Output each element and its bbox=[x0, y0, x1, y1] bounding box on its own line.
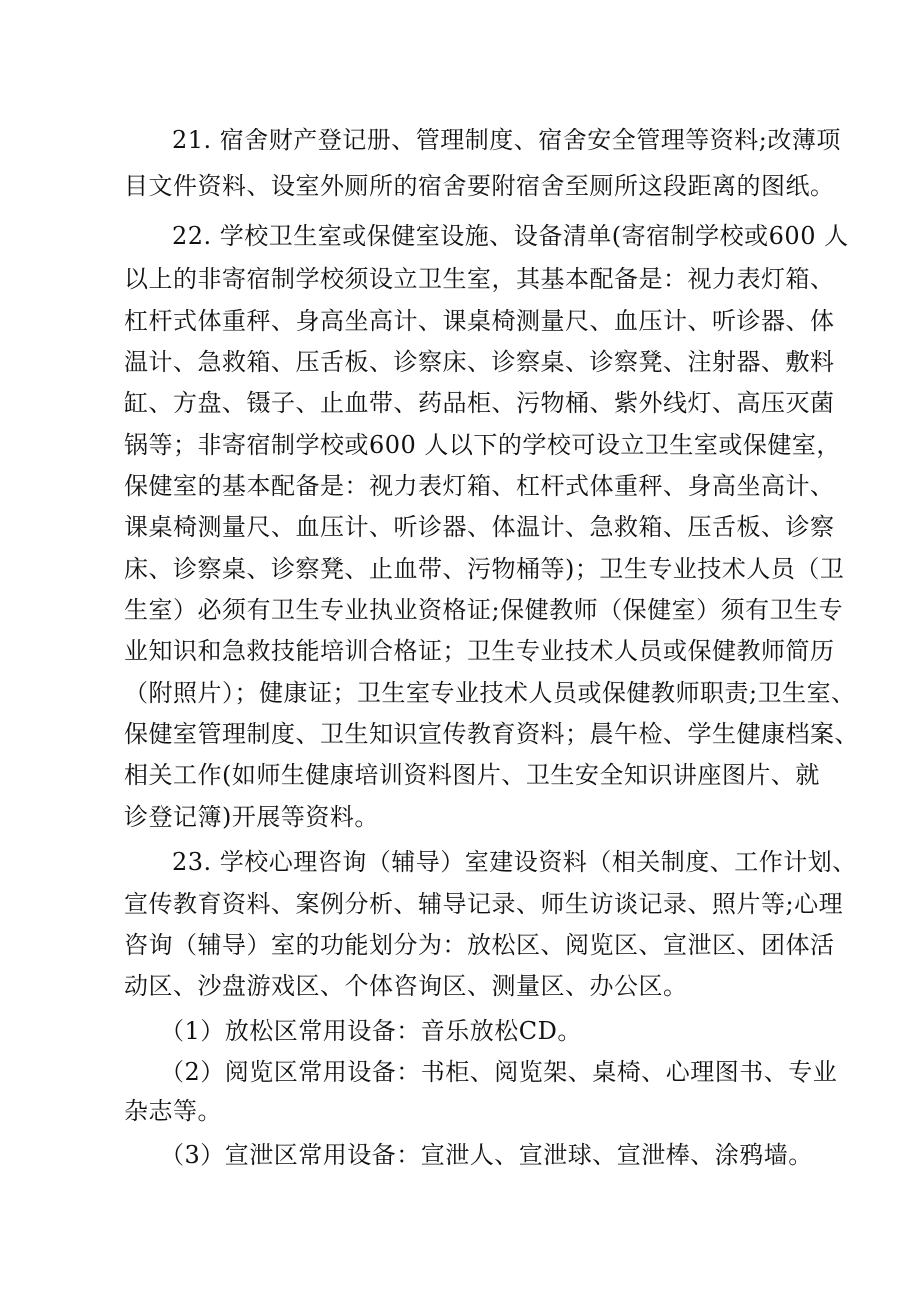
item-22-line-4: 温计、急救箱、压舌板、诊察床、诊察桌、诊察凳、注射器、敷料 bbox=[124, 348, 835, 376]
item-22-line-2: 以上的非寄宿制学校须设立卫生室，其基本配备是：视力表灯箱、 bbox=[124, 265, 835, 293]
item-23-line-2: 宣传教育资料、案例分析、辅导记录、师生访谈记录、照片等;心理 bbox=[124, 890, 844, 918]
item-22-line-6: 锅等；非寄宿制学校或600 人以下的学校可设立卫生室或保健室， bbox=[124, 431, 841, 459]
item-23-line-4: 动区、沙盘游戏区、个体咨询区、测量区、办公区。 bbox=[124, 972, 688, 1000]
item-22-line-10: 生室）必须有卫生专业执业资格证;保健教师（保健室）须有卫生专 bbox=[124, 596, 844, 624]
item-23-line-1: 23. 学校心理咨询（辅导）室建设资料（相关制度、工作计划、 bbox=[172, 848, 857, 876]
item-22-line-7: 保健室的基本配备是：视力表灯箱、杠杆式体重秤、身高坐高计、 bbox=[124, 472, 835, 500]
item-22-line-8: 课桌椅测量尺、血压计、听诊器、体温计、急救箱、压舌板、诊察 bbox=[124, 513, 835, 541]
item-23-3-line-1: （3）宣泄区常用设备：宣泄人、宣泄球、宣泄棒、涂鸦墙。 bbox=[160, 1141, 813, 1169]
item-21-line-2: 目文件资料、设室外厕所的宿舍要附宿舍至厕所这段距离的图纸。 bbox=[124, 172, 835, 200]
item-23-line-3: 咨询（辅导）室的功能划分为：放松区、阅览区、宣泄区、团体活 bbox=[124, 931, 835, 959]
item-22-line-12: （附照片）；健康证；卫生室专业技术人员或保健教师职责;卫生室、 bbox=[124, 679, 856, 707]
item-22-line-1: 22. 学校卫生室或保健室设施、设备清单(寄宿制学校或600 人 bbox=[172, 222, 849, 250]
item-22-line-15: 诊登记簿)开展等资料。 bbox=[124, 803, 379, 831]
item-22-line-5: 缸、方盘、镊子、止血带、药品柜、污物桶、紫外线灯、高压灭菌 bbox=[124, 389, 835, 417]
item-23-1-line-1: （1）放松区常用设备：音乐放松CD。 bbox=[160, 1017, 582, 1045]
item-22-line-13: 保健室管理制度、卫生知识宣传教育资料；晨午检、学生健康档案、 bbox=[124, 720, 859, 748]
item-22-line-14: 相关工作(如师生健康培训资料图片、卫生安全知识讲座图片、就 bbox=[124, 761, 820, 789]
item-22-line-3: 杠杆式体重秤、身高坐高计、课桌椅测量尺、血压计、听诊器、体 bbox=[124, 307, 835, 335]
item-22-line-9: 床、诊察桌、诊察凳、止血带、污物桶等)；卫生专业技术人员（卫 bbox=[124, 555, 845, 583]
item-23-2-line-1: （2）阅览区常用设备：书柜、阅览架、桌椅、心理图书、专业 bbox=[160, 1058, 838, 1086]
item-23-2-line-2: 杂志等。 bbox=[124, 1097, 222, 1125]
item-22-line-11: 业知识和急救技能培训合格证；卫生专业技术人员或保健教师简历 bbox=[124, 637, 835, 665]
item-21-line-1: 21. 宿舍财产登记册、管理制度、宿舍安全管理等资料;改薄项 bbox=[172, 126, 841, 154]
